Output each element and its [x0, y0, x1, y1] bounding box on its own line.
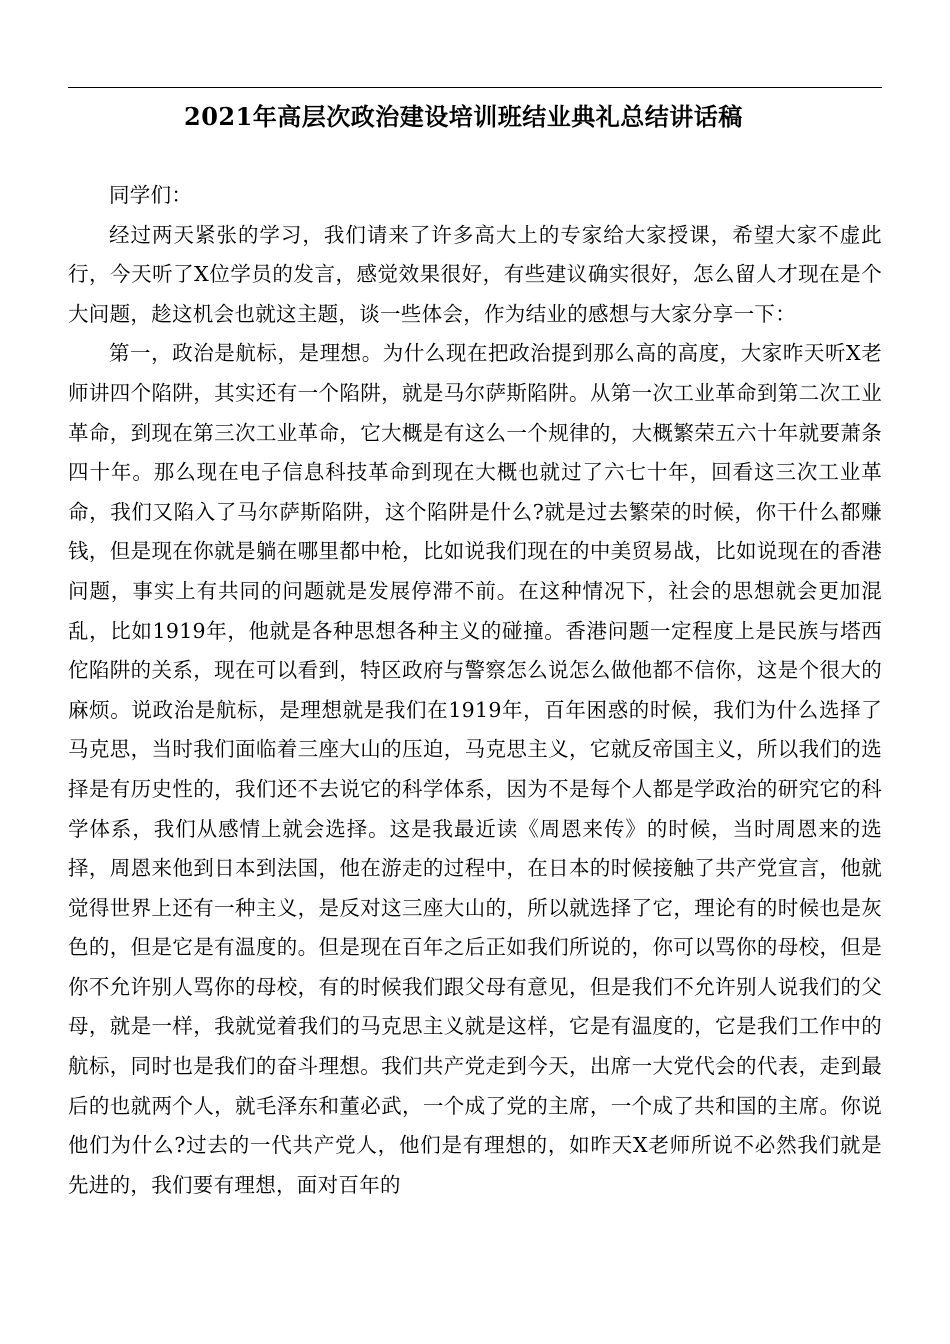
document-title: 2021年高层次政治建设培训班结业典礼总结讲话稿	[184, 102, 743, 131]
salutation-paragraph: 同学们：	[109, 183, 193, 207]
body-paragraph: 第一，政治是航标，是理想。为什么现在把政治提到那么高的高度，大家昨天听X老师讲四个陷阱，其实还有一个陷阱，就是马尔萨斯陷阱。从第一次工业革命到第二次工业革命，到现在第三次工业革命，它大概是有这么一个规律的，大概繁荣五六十年就要萧条四十年。那么现在电子信息科技革命到现在大概也就过了六七十年，回看这三次工业革命，我们又陷入了马尔萨斯陷阱，这个陷阱是什么?就是过去繁荣的时候，你干什么都赚钱，但是现在你就是躺在哪里都中枪，比如说我们现在的中美贸易战，比如说现在的香港问题，事实上有共同的问题就是发展停滞不前。在这种情况下，社会的思想就会更加混乱，比如1919年，他就是各种思想各种主义的碰撞。香港问题一定程度上是民族与塔西佗陷阱的关系，现在可以看到，特区政府与警察怎么说怎么做他都不信你，这是个很大的麻烦。说政治是航标，是理想就是我们在1919年，百年困惑的时候，我们为什么选择了马克思，当时我们面临着三座大山的压迫，马克思主义，它就反帝国主义，所以我们的选择是有历史性的，我们还不去说它的科学体系，因为不是每个人都是学政治的研究它的科学体系，我们从感情上就会选择。这是我最近读《周恩来传》的时候，当时周恩来的选择，周恩来他到日本到法国，他在游走的过程中，在日本的时候接触了共产党宣言，他就觉得世界上还有一种主义，是反对这三座大山的，所以就选择了它，理论有的时候也是灰色的，但是它是有温度的。但是现在百年之后正如我们所说的，你可以骂你的母校，但是你不允许别人骂你的母校，有的时候我们跟父母有意见，但是我们不允许别人说我们的父母，就是一样，我就觉着我们的马克思主义就是这样，它是有温度的，它是我们工作中的航标，同时也是我们的奋斗理想。我们共产党走到今天，出席一大党代会的代表，走到最后的也就两个人，就毛泽东和董必武，一个成了党的主席，一个成了共和国的主席。你说他们为什么?过去的一代共产党人，他们是有理想的，如昨天X老师所说不必然我们就是先进的，我们要有理想，面对百年的	[68, 341, 882, 1197]
intro-paragraph: 经过两天紧张的学习，我们请来了许多高大上的专家给大家授课，希望大家不虚此行，今天听了X位学员的发言，感觉效果很好，有些建议确实很好，怎么留人才现在是个大问题，趁这机会也就这主题，谈一些体会，作为结业的感想与大家分享一下：	[68, 222, 882, 326]
document-body	[68, 176, 882, 1205]
header-rule	[68, 87, 882, 88]
